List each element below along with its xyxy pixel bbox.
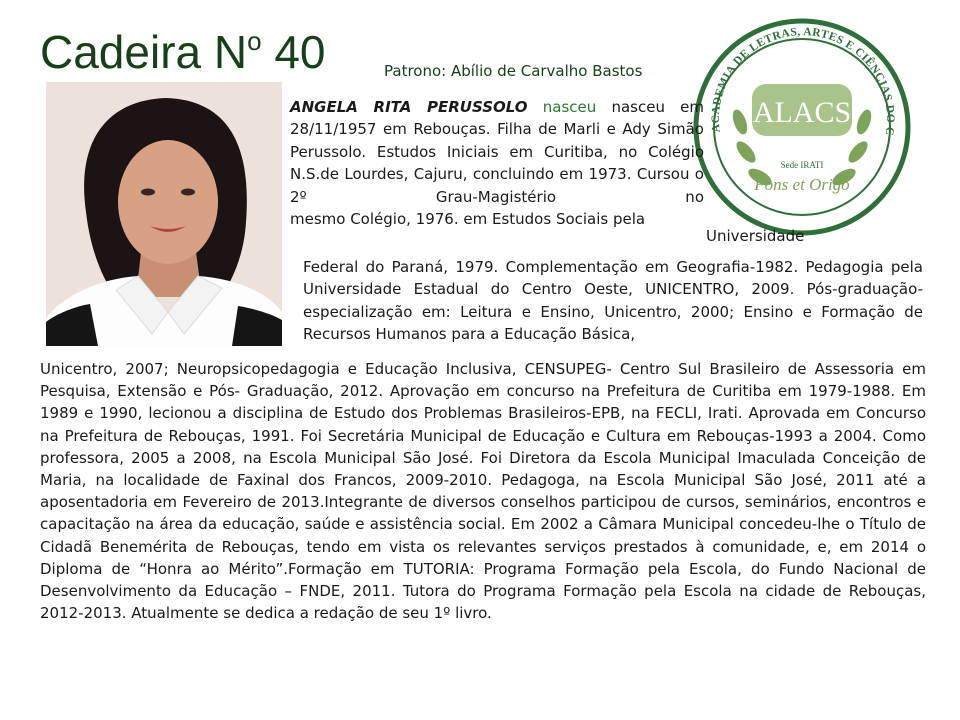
academy-seal-logo — [690, 12, 914, 238]
svg-text:Sede IRATI: Sede IRATI — [780, 160, 824, 170]
university-word: Universidade — [706, 227, 805, 245]
portrait-photo — [46, 82, 282, 346]
bio-paragraph-career: Unicentro, 2007; Neuropsicopedagogia e Educação Inclusiva, CENSUPEG- Centro Sul Brasileiro de Assessoria em Pesquisa, Extensão e Pós- Graduação, 2012. Aprovação em concurso na Prefeitura de Curitiba em 1979-1988. Em 1989 e 1990, lecionou a disciplina de Estudo dos Problemas Brasileiros-EPB, na FECLI, Irati. Aprovada em Concurso na Prefeitura de Rebouças, 1991. Foi Secretária Municipal de Educação e Cultura em Rebouças-1993 a 2004. Como professora, 2005 a 2008, na Escola Municipal São José. Foi Diretora da Escola Municipal Imaculada Conceição de Maria, na localidade de Faxinal dos Francos, 2009-2010. Pedagoga, na Escola Municipal São José, 2011 até a aposentadoria em Fevereiro de 2013.Integrante de diversos conselhos participou de cursos, seminários, encontros e capacitação na área da educação, saúde e assistência social. Em 2002 a Câmara Municipal concedeu-lhe o Título de Cidadã Benemérita de Rebouças, tendo em vista os relevantes serviços prestados à comunidade, e, em 2014 o Diploma de “Honra ao Mérito”.Formação em TUTORIA: Programa Formação pela Escola, do Fundo Nacional de Desenvolvimento da Educação – FNDE, 2011. Tutora do Programa Formação pela Escola na cidade de Rebouças, 2012-2013. Atualmente se dedica a redação de seu 1º livro. — [40, 360, 926, 623]
bio-paragraph-intro: ANGELA RITA PERUSSOLO nasceu nasceu em 28/11/1957 em Rebouças. Filha de Marli e Ady Simão Perussolo. Estudos Iniciais em Curitiba, no Colégio N.S.de Lourdes, Cajuru, concluindo em 1973. Cursou o 2º Grau-Magistério no mesmo Colégio, 1976. em Estudos Sociais pela — [290, 98, 704, 229]
bio-paragraph-education: Federal do Paraná, 1979. Complementação em Geografia-1982. Pedagogia pela Universidade Estadual do Centro Oeste, UNICENTRO, 2009. Pós-graduação-especialização em: Leitura e Ensino, Unicentro, 2000; Ensino e Formação de Recursos Humanos para a Educação Básica, — [303, 258, 923, 344]
page-title: Cadeira $N^o$ 40 — [40, 26, 326, 78]
patron-label: Patrono: Abílio de Carvalho Bastos — [384, 62, 643, 80]
person-name: ANGELA RITA PERUSSOLO — [290, 98, 528, 116]
highlighted-word: nasceu — [542, 98, 597, 116]
svg-text:Fons et Origo: Fons et Origo — [754, 175, 850, 194]
svg-text:ACADEMIA DE LETRAS, ARTES E CI: ACADEMIA DE LETRAS, ARTES E CIÊNCIAS DO C — [709, 25, 897, 137]
svg-text:ALACS: ALACS — [752, 96, 852, 129]
